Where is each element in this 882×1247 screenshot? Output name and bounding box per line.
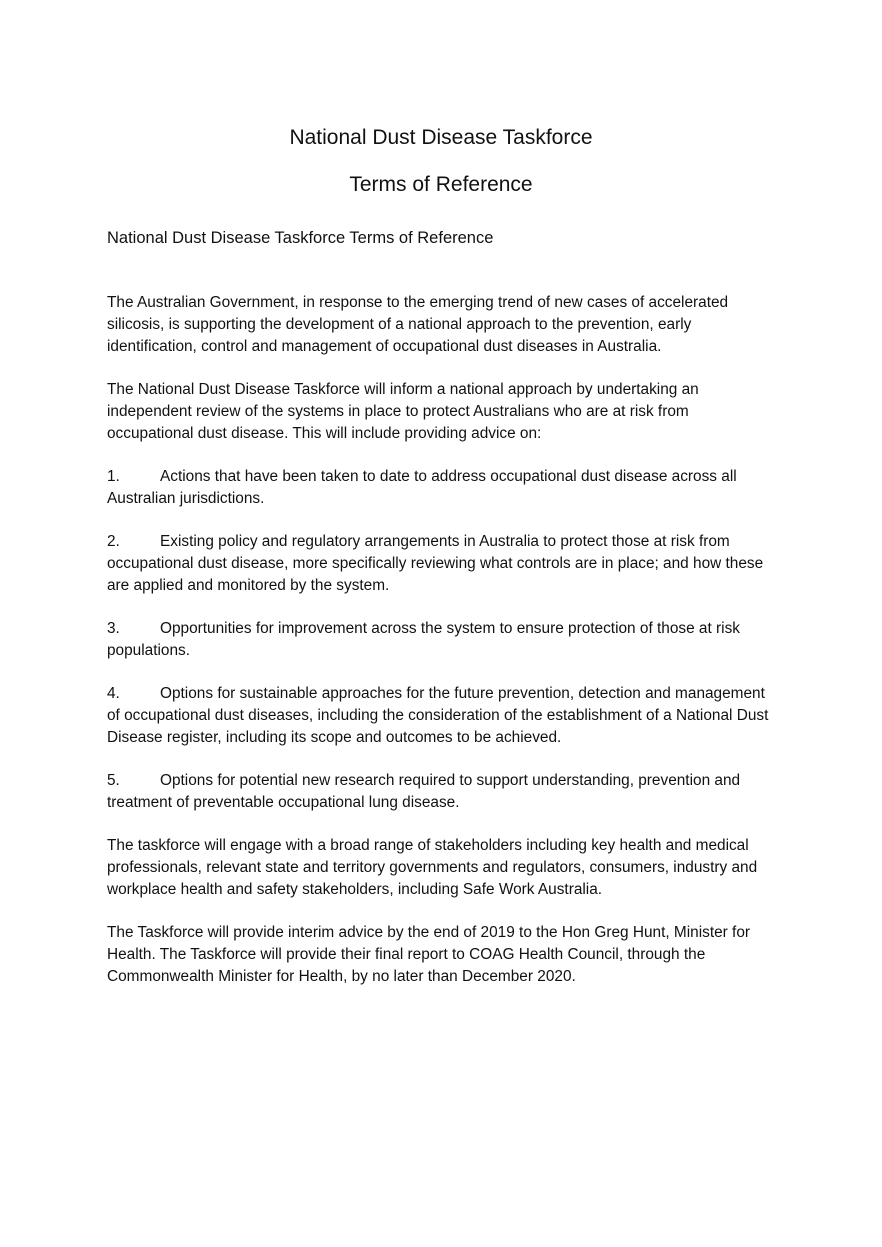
list-item-text: Options for potential new research required to support understanding, prevention and treatment of preventable occupational lung disease. xyxy=(107,772,741,811)
document-subtitle: Terms of Reference xyxy=(349,173,533,196)
list-item-text: Options for sustainable approaches for the future prevention, detection and management of occupational dust diseases, including the consideration of the establishment of a National Dust Disease register, including its scope and outcomes to be achieved. xyxy=(107,685,769,746)
list-item-text: Actions that have been taken to date to address occupational dust disease across all Australian jurisdictions. xyxy=(107,468,737,507)
list-item xyxy=(107,618,779,662)
section-heading: National Dust Disease Taskforce Terms of Reference xyxy=(107,229,494,247)
list-item-text: Opportunities for improvement across the system to ensure protection of those at risk populations. xyxy=(107,620,740,659)
scope-paragraph: The National Dust Disease Taskforce will inform a national approach by undertaking an independent review of the systems in place to protect Australians who are at risk from occupational dust disease. This will include providing advice on: xyxy=(107,381,699,442)
list-item xyxy=(107,531,779,597)
stakeholders-paragraph: The taskforce will engage with a broad range of stakeholders including key health and medical professionals, relevant state and territory governments and regulators, consumers, industry and workplace health and safety stakeholders, including Safe Work Australia. xyxy=(107,837,758,898)
list-item-number: 2. xyxy=(107,533,120,550)
list-item-number: 1. xyxy=(107,468,120,485)
list-item-number: 3. xyxy=(107,620,120,637)
document-body xyxy=(107,292,779,1009)
list-item xyxy=(107,683,779,749)
list-item-number: 4. xyxy=(107,685,120,702)
document-title: National Dust Disease Taskforce xyxy=(289,126,593,149)
intro-paragraph: The Australian Government, in response to the emerging trend of new cases of accelerated silicosis, is supporting the development of a national approach to the prevention, early identification, control and management of occupational dust diseases in Australia. xyxy=(107,294,729,355)
list-item xyxy=(107,770,779,814)
list-item-text: Existing policy and regulatory arrangements in Australia to protect those at risk from occupational dust disease, more specifically reviewing what controls are in place; and how these are applied and monitored by the system. xyxy=(107,533,764,594)
list-item-number: 5. xyxy=(107,772,120,789)
reporting-paragraph: The Taskforce will provide interim advice by the end of 2019 to the Hon Greg Hunt, Minister for Health. The Taskforce will provide their final report to COAG Health Council, through the Commonwealth Minister for Health, by no later than December 2020. xyxy=(107,924,751,985)
list-item xyxy=(107,466,779,510)
